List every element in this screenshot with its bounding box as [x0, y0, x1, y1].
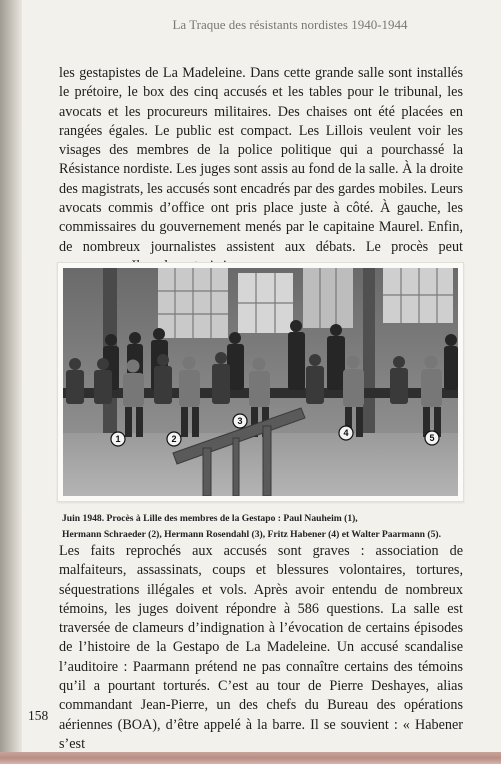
figure-label-1	[111, 432, 125, 446]
page-bottom-edge	[0, 752, 501, 764]
figure-label-5	[425, 431, 439, 445]
figure-label-4	[339, 426, 353, 440]
figure-caption-line-2: Hermann Schraeder (2), Hermann Rosendahl (3), Fritz Habener (4) et Walter Paarmann (5).	[62, 529, 441, 540]
courtroom-photo-illustration	[63, 268, 458, 496]
svg-text:4: 4	[343, 428, 349, 438]
svg-text:2: 2	[171, 434, 177, 444]
svg-text:5: 5	[429, 433, 435, 443]
svg-text:3: 3	[237, 416, 243, 426]
figure-label-2	[167, 432, 181, 446]
book-spine-shadow	[0, 0, 22, 764]
body-paragraph-1: les gestapistes de La Madeleine. Dans cette grande salle sont installés le prétoire, le box des cinq accusés et les tables pour le tribunal, les avocats et les procureurs militaires. Des chaises ont été placées en rangées égales. Le public est compact. Les Lillois veulent voir les visages des membres de la police politique qui a pourchassé la Résistance nordiste. Les juges sont assis au fond de la salle. À la droite des magistrats, les accusés sont encadrés par des gardes mobiles. Leurs avocats commis d’office ont pris place juste à côté. À gauche, les commissaires du gouvernement menés par le capitaine Maurel. Enfin, de nombreux journalistes assistent aux débats. Le procès peut	[59, 65, 463, 255]
courtroom-photo	[63, 268, 458, 496]
svg-text:1: 1	[115, 434, 121, 444]
figure-label-3	[233, 414, 247, 428]
figure-frame	[57, 262, 464, 502]
running-title: La Traque des résistants nordistes 1940-1944	[172, 17, 408, 32]
figure-caption-line-1: Juin 1948. Procès à Lille des membres de la Gestapo : Paul Nauheim (1),	[62, 513, 358, 524]
figure-caption	[62, 511, 462, 543]
body-paragraph-2: Les faits reprochés aux accusés sont graves : association de malfaiteurs, assassinats, coups et blessures volontaires, tortures, séquestrations illégales et vols. Après avoir entendu de nombreux témoins, les juges doivent répondre à 586 questions. La salle est traversée de clameurs d’indignation à l’évocation de certains épisodes de l’histoire de la Gestapo de La Madeleine. Un accusé scandalise l’auditoire : Paarmann prétend ne pas connaître certains des témoins qu’il a pourtant torturés. C’est au tour de Pierre Deshayes, alias commandant Jean-Pierre, un des chefs du Bureau des opérations aériennes (BOA), d’être appelé à la barre. Il se souvient : « Habener s’est	[59, 543, 463, 752]
page-number: 158	[28, 708, 49, 723]
